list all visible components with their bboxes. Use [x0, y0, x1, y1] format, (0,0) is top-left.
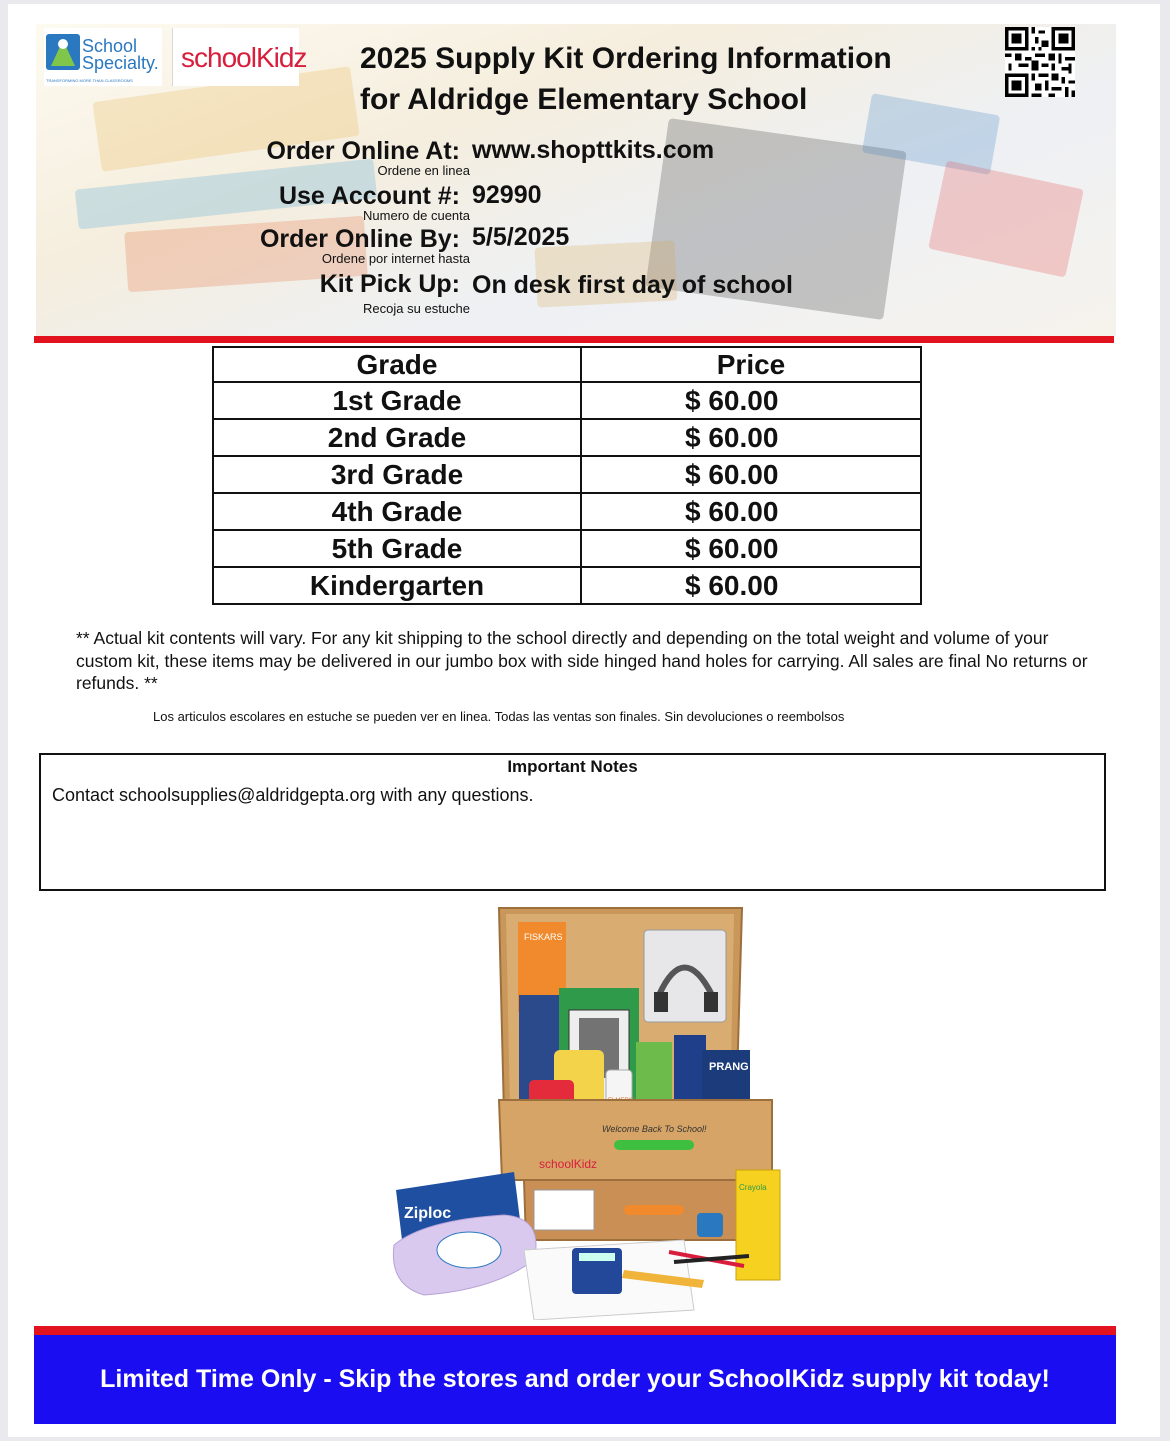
table-header-row: [213, 347, 921, 382]
price-cell: $ 60.00: [581, 530, 921, 567]
price-cell: $ 60.00: [581, 382, 921, 419]
grade-cell: 5th Grade: [213, 530, 581, 567]
table-row: [213, 567, 921, 604]
order-online-label: Order Online At:: [266, 137, 460, 165]
pickup-sub: Recoja su estuche: [363, 301, 470, 316]
grade-cell: 3rd Grade: [213, 456, 581, 493]
ziploc-label: Ziploc: [404, 1205, 452, 1222]
table-row: [213, 419, 921, 456]
order-by-sub: Ordene por internet hasta: [321, 251, 470, 266]
school-specialty-wordmark: School Specialty.: [82, 36, 159, 73]
school-specialty-tagline: TRANSFORMING MORE THAN CLASSROOMS: [46, 78, 133, 83]
grade-header: Grade: [213, 347, 581, 382]
qr-code-icon[interactable]: [1005, 27, 1075, 97]
price-cell: $ 60.00: [581, 419, 921, 456]
price-cell: $ 60.00: [581, 456, 921, 493]
pickup-label: Kit Pick Up:: [319, 270, 460, 298]
school-specialty-mark-icon: [46, 30, 80, 74]
promo-banner[interactable]: Limited Time Only - Skip the stores and order your SchoolKidz supply kit today!: [34, 1335, 1116, 1424]
order-by-value: 5/5/2025: [472, 223, 570, 251]
header-divider: [34, 336, 1114, 343]
prang-label: PRANG: [709, 1061, 749, 1073]
fiskars-label: FISKARS: [524, 932, 563, 942]
supply-kit-image: [384, 900, 784, 1320]
account-label: Use Account #:: [278, 182, 460, 210]
spanish-note: Los articulos escolares en estuche se pueden ver en linea. Todas las ventas son finales. Sin devoluciones o reembolsos: [153, 709, 845, 724]
notes-title: Important Notes: [507, 757, 638, 776]
schoolkidz-logo: [172, 28, 307, 86]
grade-cell: 2nd Grade: [213, 419, 581, 456]
box-welcome-text: Welcome Back To School!: [602, 1124, 707, 1134]
price-cell: $ 60.00: [581, 493, 921, 530]
table-row: [213, 382, 921, 419]
price-header: Price: [581, 347, 921, 382]
table-row: [213, 456, 921, 493]
table-row: [213, 493, 921, 530]
order-online-url[interactable]: www.shopttkits.com: [472, 136, 715, 164]
schoolkidz-wordmark: schoolKidz: [181, 42, 307, 73]
footer-divider: [34, 1326, 1116, 1335]
grade-cell: 1st Grade: [213, 382, 581, 419]
important-notes-box: [39, 753, 1106, 891]
grade-cell: Kindergarten: [213, 567, 581, 604]
grade-cell: 4th Grade: [213, 493, 581, 530]
pickup-value: On desk first day of school: [472, 271, 793, 299]
box-brand-text: schoolKidz: [539, 1157, 598, 1171]
notes-body: Contact schoolsupplies@aldridgepta.org with any questions.: [52, 785, 534, 805]
price-table: [212, 346, 922, 605]
school-specialty-logo: [44, 28, 162, 86]
account-sub: Numero de cuenta: [363, 208, 470, 223]
title-line-1: 2025 Supply Kit Ordering Information: [360, 42, 892, 75]
disclaimer-text: ** Actual kit contents will vary. For any kit shipping to the school directly and depending on the total weight and volume of your custom kit, these items may be delivered in our jumbo box with side hinged hand holes for carrying. All sales are final No returns or refunds. **: [76, 628, 1088, 693]
account-value: 92990: [472, 181, 542, 209]
crayola-label: Crayola: [739, 1183, 767, 1192]
order-by-label: Order Online By:: [259, 225, 460, 253]
price-cell: $ 60.00: [581, 567, 921, 604]
page-title: [360, 38, 980, 120]
table-row: [213, 530, 921, 567]
order-online-sub: Ordene en linea: [377, 163, 470, 178]
title-line-2: for Aldridge Elementary School: [360, 83, 808, 116]
